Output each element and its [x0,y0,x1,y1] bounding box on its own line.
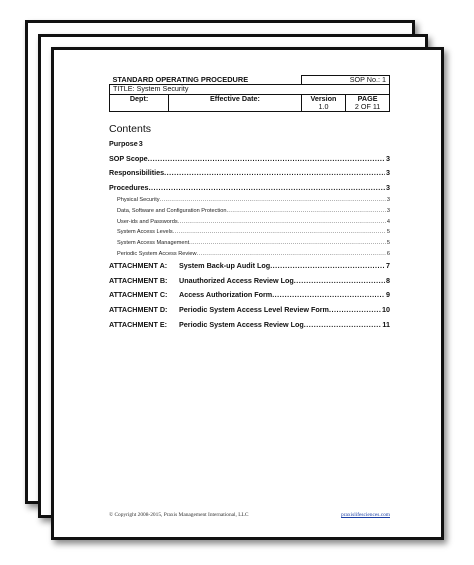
page-content [109,75,390,334]
dept-label: Dept: [110,94,169,112]
toc-item-procedures[interactable]: Procedures ..... 3 [109,183,390,192]
toc-subitem-physical-security[interactable]: Physical Security ..... 3 [117,197,390,203]
page-value: 2 OF 11 [354,101,381,111]
website-link[interactable]: praxislifesciences.com [341,512,390,518]
attachment-a[interactable]: ATTACHMENT A: System Back-up Audit Log ..... 7 [109,261,390,270]
page-label: PAGE 2 OF 11 [346,94,390,112]
attachment-d[interactable]: ATTACHMENT D: Periodic System Access Level Review Form ..... 10 [109,305,390,314]
sop-header-table [109,75,390,112]
table-of-contents [109,139,390,329]
attachment-c[interactable]: ATTACHMENT C: Access Authorization Form ..... 9 [109,290,390,299]
page-footer [109,512,390,518]
toc-subitem-data-protection[interactable]: Data, Software and Configuration Protection ..... 3 [117,208,390,214]
toc-subitem-periodic-review[interactable]: Periodic System Access Review ..... 6 [117,251,390,257]
attachment-e[interactable]: ATTACHMENT E: Periodic System Access Review Log ..... 11 [109,320,390,329]
toc-subitem-user-ids[interactable]: User-ids and Passwords ..... 4 [117,219,390,225]
version-value: 1.0 [318,101,329,111]
toc-item-sop-scope[interactable]: SOP Scope ..... 3 [109,154,390,163]
version-label: Version 1.0 [301,94,345,112]
document-page [51,47,444,540]
toc-subitem-access-levels[interactable]: System Access Levels ..... 5 [117,229,390,235]
attachment-b[interactable]: ATTACHMENT B: Unauthorized Access Review Log ..... 8 [109,276,390,285]
sop-number: SOP No.: 1 [301,76,389,85]
toc-item-responsibilities[interactable]: Responsibilities ..... 3 [109,168,390,177]
toc-item-purpose[interactable]: Purpose 3 [109,139,143,149]
effective-date-label: Effective Date: [169,94,302,112]
toc-subitem-access-management[interactable]: System Access Management ..... 5 [117,240,390,246]
contents-heading: Contents [109,123,152,136]
copyright-text: © Copyright 2008-2015, Praxis Management International, LLC [109,512,249,518]
sop-document-title: TITLE: System Security [110,85,390,94]
sop-title: STANDARD OPERATING PROCEDURE [110,76,302,85]
